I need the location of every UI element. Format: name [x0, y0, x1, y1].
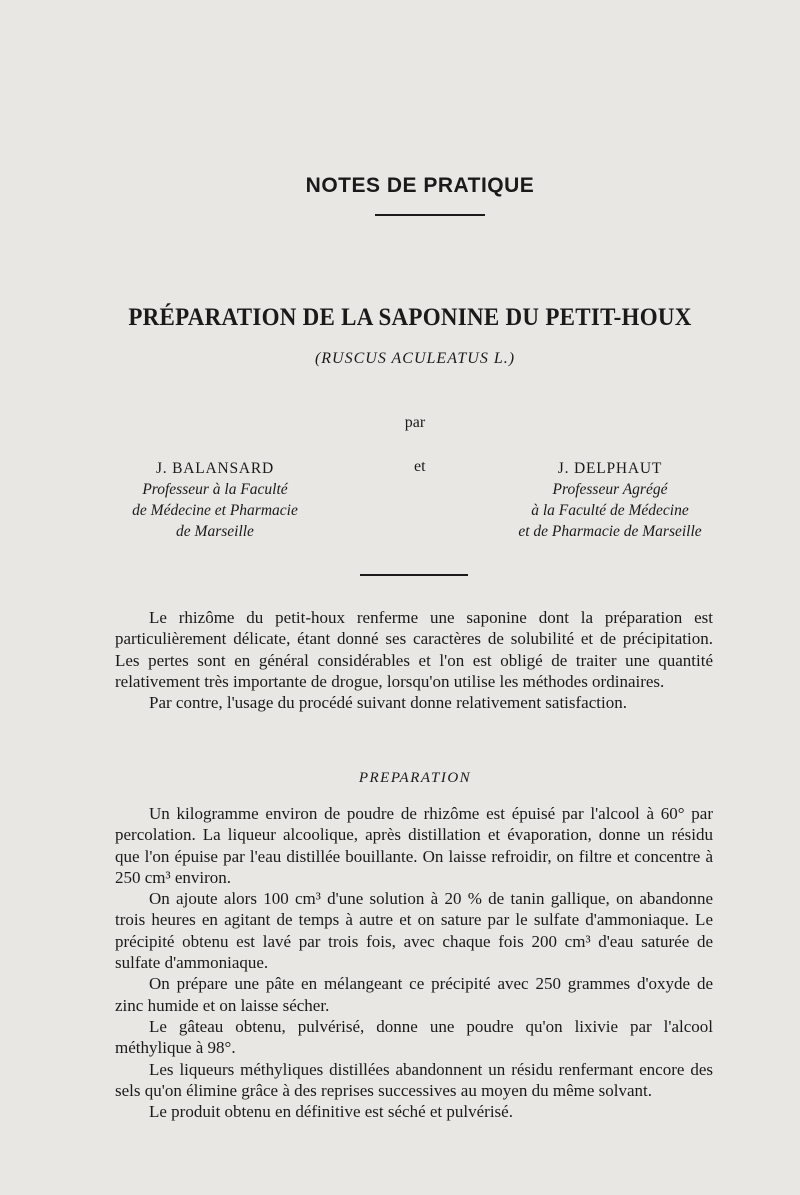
- byline-conjunction: et: [414, 458, 426, 475]
- body-paragraph: Par contre, l'usage du procédé suivant donne relativement satisfaction.: [149, 693, 627, 713]
- body-paragraph: Le rhizôme du petit-houx renferme une saponine dont la préparation est particulièrement délicate, étant donné ses caractères de solubilité et de précipitation. Les pertes sont en général considérables et l'on est obligé de traiter une quantité relativement très importante de drogue, lorsqu'on utilise les méthodes ordinaires.: [115, 608, 713, 691]
- author-affiliation-line: Professeur à la Faculté: [142, 481, 288, 498]
- section-heading: NOTES DE PRATIQUE: [305, 174, 535, 197]
- author-block: [485, 458, 735, 542]
- author-name: J. BALANSARD: [155, 460, 275, 477]
- body-paragraph: On prépare une pâte en mélangeant ce précipité avec 250 grammes d'oxyde de zinc humide et on laisse sécher.: [115, 974, 713, 1015]
- authors-divider: [360, 574, 468, 576]
- author-affiliation-line: à la Faculté de Médecine: [531, 502, 689, 519]
- body-paragraph: On ajoute alors 100 cm³ d'une solution à 20 % de tanin gallique, on abandonne trois heures en agitant de temps à autre et on sature par le sulfate d'ammoniaque. Le précipité obtenu est lavé par trois fois, avec chaque fois 200 cm³ d'eau saturée de sulfate d'ammoniaque.: [115, 889, 713, 973]
- byline-par: par: [404, 414, 426, 431]
- author-affiliation-line: et de Pharmacie de Marseille: [518, 523, 702, 540]
- body-paragraph: Le gâteau obtenu, pulvérisé, donne une poudre qu'on lixivie par l'alcool méthylique à 98°.: [115, 1016, 713, 1058]
- method-heading: PREPARATION: [358, 770, 472, 786]
- body-paragraph: Un kilogramme environ de poudre de rhizôme est épuisé par l'alcool à 60° par percolation. La liqueur alcoolique, après distillation et évaporation, donne un résidu que l'on épuise par l'eau distillée bouillante. On laisse refroidir, on filtre et concentre à 250 cm³ environ.: [115, 804, 713, 887]
- author-block: [100, 458, 330, 542]
- author-affiliation-line: Professeur Agrégé: [552, 481, 668, 498]
- heading-divider: [375, 214, 485, 216]
- article-title: PRÉPARATION DE LA SAPONINE DU PETIT-HOUX: [128, 304, 692, 331]
- author-name: J. DELPHAUT: [557, 460, 663, 477]
- method-section: [115, 803, 713, 1122]
- author-affiliation-line: de Marseille: [176, 523, 254, 540]
- author-affiliation-line: de Médecine et Pharmacie: [132, 502, 298, 519]
- body-paragraph: Les liqueurs méthyliques distillées abandonnent un résidu renfermant encore des sels qu'on élimine grâce à des reprises successives au moyen du même solvant.: [115, 1059, 713, 1100]
- body-paragraph: Le produit obtenu en définitive est séché et pulvérisé.: [149, 1102, 513, 1122]
- intro-section: [115, 607, 713, 713]
- article-subtitle: (RUSCUS ACULEATUS L.): [314, 350, 516, 367]
